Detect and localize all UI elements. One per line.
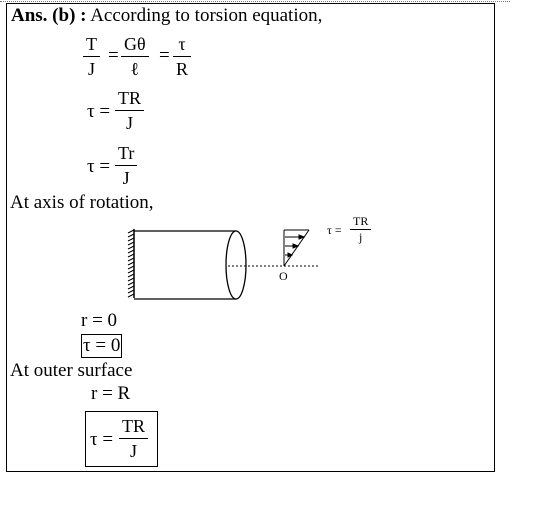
final-fraction [119, 416, 148, 461]
fraction-numerator: Tr [118, 143, 135, 163]
shaft-end-face [226, 231, 246, 299]
fraction-denominator: J [130, 441, 138, 461]
wall-hatching [128, 230, 134, 297]
fraction-numerator: TR [353, 214, 369, 228]
axis-of-rotation-text: At axis of rotation, [10, 192, 154, 213]
tau-zero-boxed: τ = 0 [83, 335, 121, 356]
fraction-denominator: j [359, 230, 363, 244]
shear-lhs: τ = [87, 101, 111, 122]
stress-arrows [285, 235, 304, 257]
equals-sign: = [108, 45, 119, 66]
fraction-denominator: J [126, 113, 134, 133]
answer-label: Ans. (b) : [11, 5, 87, 26]
fraction-numerator: TR [122, 416, 146, 436]
outer-surface-text: At outer surface [10, 360, 133, 381]
final-lhs: τ = [90, 429, 114, 450]
origin-label: O [279, 269, 288, 283]
fraction-numerator: Gθ [124, 34, 146, 54]
stress-triangle-hyp [284, 230, 309, 266]
shear-lhs: τ = [87, 156, 111, 177]
r-zero: r = 0 [81, 310, 118, 331]
fraction-denominator: J [87, 59, 95, 79]
equals-sign: = [159, 45, 170, 66]
fraction-bar [119, 438, 148, 439]
figure-fraction [350, 215, 371, 244]
fraction-denominator: J [122, 168, 130, 188]
fraction-denominator: ℓ [130, 59, 140, 79]
fraction-numerator: T [86, 34, 97, 54]
fraction-numerator: τ [178, 34, 186, 54]
heading-text: According to torsion equation, [90, 5, 323, 26]
figure-tau-label: τ = [327, 223, 342, 237]
fraction-numerator: TR [118, 88, 142, 108]
r-equals-big-r: r = R [91, 383, 131, 404]
fraction-denominator: R [176, 59, 189, 79]
